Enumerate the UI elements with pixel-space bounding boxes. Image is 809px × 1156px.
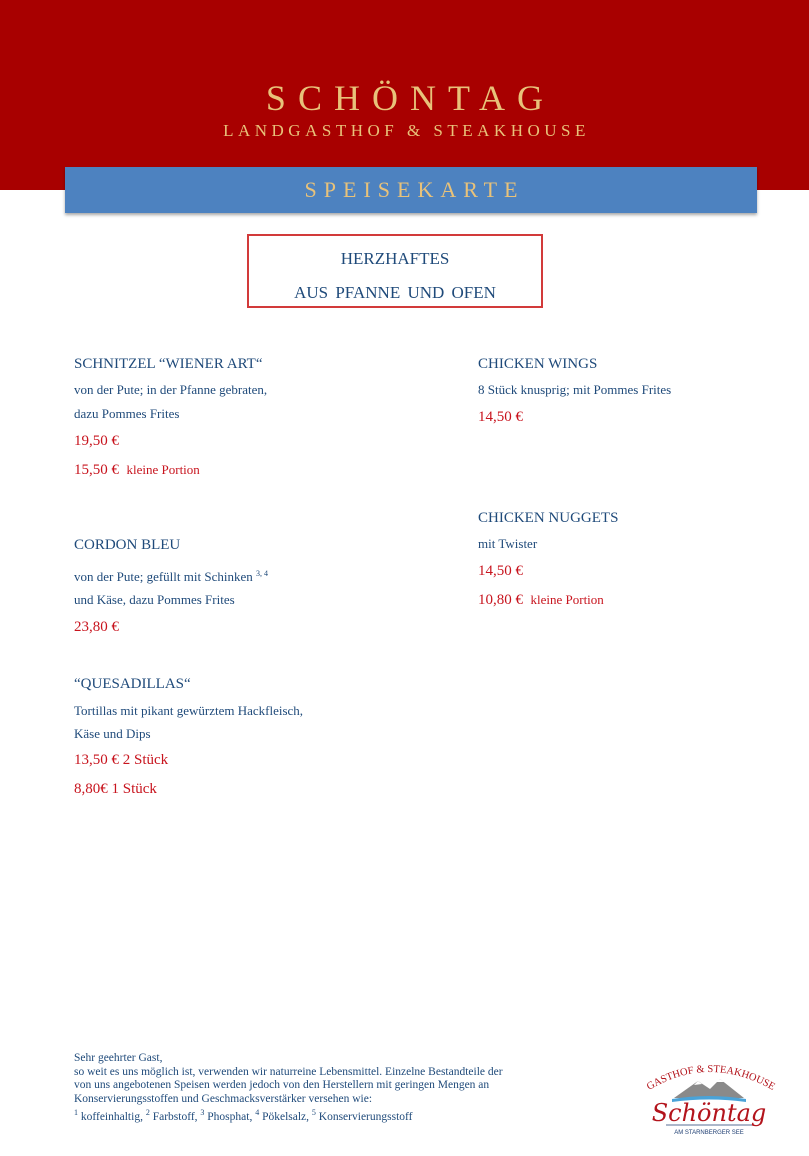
item-desc — [74, 566, 268, 585]
logo-bottom-text: AM STARNBERGER SEE — [674, 1130, 744, 1136]
additives-list — [74, 1106, 594, 1125]
item-price-small-portion — [74, 461, 200, 479]
schoentag-logo — [636, 1058, 782, 1140]
section-title-box — [247, 234, 543, 308]
footer-line: Konservierungsstoffen und Geschmacksverstärker versehen wie: — [74, 1092, 373, 1105]
footer-notice — [74, 1052, 594, 1125]
item-price: 14,50 € — [478, 409, 523, 425]
footer-line: von uns angebotenen Speisen werden jedoch von den Herstellern mit geringen Mengen an — [74, 1079, 490, 1092]
additive-text: Farbstoff, — [152, 1111, 198, 1124]
footer-line: Sehr geehrter Gast, — [74, 1052, 163, 1064]
item-name: CORDON BLEU — [74, 537, 181, 553]
price-note: kleine Portion — [530, 592, 604, 607]
item-price: 8,80€ 1 Stück — [74, 781, 157, 797]
item-price: 23,80 € — [74, 619, 119, 635]
additive-number: 1 — [74, 1108, 78, 1118]
item-desc: und Käse, dazu Pommes Frites — [74, 592, 235, 607]
item-name: “QUESADILLAS“ — [74, 676, 191, 692]
item-desc: dazu Pommes Frites — [74, 406, 180, 421]
additive-text: Konservierungsstoff — [318, 1111, 413, 1124]
item-desc: Tortillas mit pikant gewürztem Hackfleisch, — [74, 703, 304, 718]
logo-top-text: GASTHOF & STEAKHOUSE — [645, 1063, 777, 1093]
additive-number: 3 — [200, 1108, 205, 1118]
additive-number: 4 — [255, 1108, 260, 1118]
additive-marker: 3, 4 — [255, 569, 268, 578]
item-name: CHICKEN NUGGETS — [478, 510, 619, 526]
item-price: 14,50 € — [478, 563, 523, 579]
footer-line: so weit es uns möglich ist, verwenden wir naturreine Lebensmittel. Einzelne Bestandteile der — [74, 1065, 503, 1078]
additive-text: Phosphat, — [207, 1111, 253, 1124]
price-note: kleine Portion — [126, 462, 200, 477]
item-desc: 8 Stück knusprig; mit Pommes Frites — [478, 382, 672, 397]
item-price: 13,50 € 2 Stück — [74, 752, 169, 768]
additive-number: 5 — [311, 1108, 316, 1118]
item-name: CHICKEN WINGS — [478, 356, 598, 372]
item-price-small-portion — [478, 591, 604, 609]
item-desc: Käse und Dips — [74, 726, 151, 741]
price-value: 15,50 € — [74, 462, 119, 478]
price-value: 10,80 € — [478, 592, 523, 608]
section-title-line1: HERZHAFTES — [340, 249, 450, 268]
logo-mountain-icon — [674, 1079, 744, 1098]
header-band — [0, 0, 809, 190]
brand-title: SCHÖNTAG — [265, 78, 556, 118]
brand-subtitle: LANDGASTHOF & STEAKHOUSE — [223, 121, 590, 140]
additive-number: 2 — [145, 1108, 150, 1118]
desc-text: von der Pute; gefüllt mit Schinken — [74, 569, 253, 584]
menu-banner: SPEISEKARTE — [65, 167, 757, 213]
item-desc: mit Twister — [478, 536, 538, 551]
additive-text: Pökelsalz, — [262, 1111, 310, 1124]
logo-script-text: Schöntag — [651, 1099, 767, 1127]
section-title-line2: AUS PFANNE UND OFEN — [294, 283, 496, 302]
item-price: 19,50 € — [74, 433, 119, 449]
item-desc: von der Pute; in der Pfanne gebraten, — [74, 382, 268, 397]
item-name: SCHNITZEL “WIENER ART“ — [74, 356, 263, 372]
additive-text: koffeinhaltig, — [80, 1111, 143, 1124]
